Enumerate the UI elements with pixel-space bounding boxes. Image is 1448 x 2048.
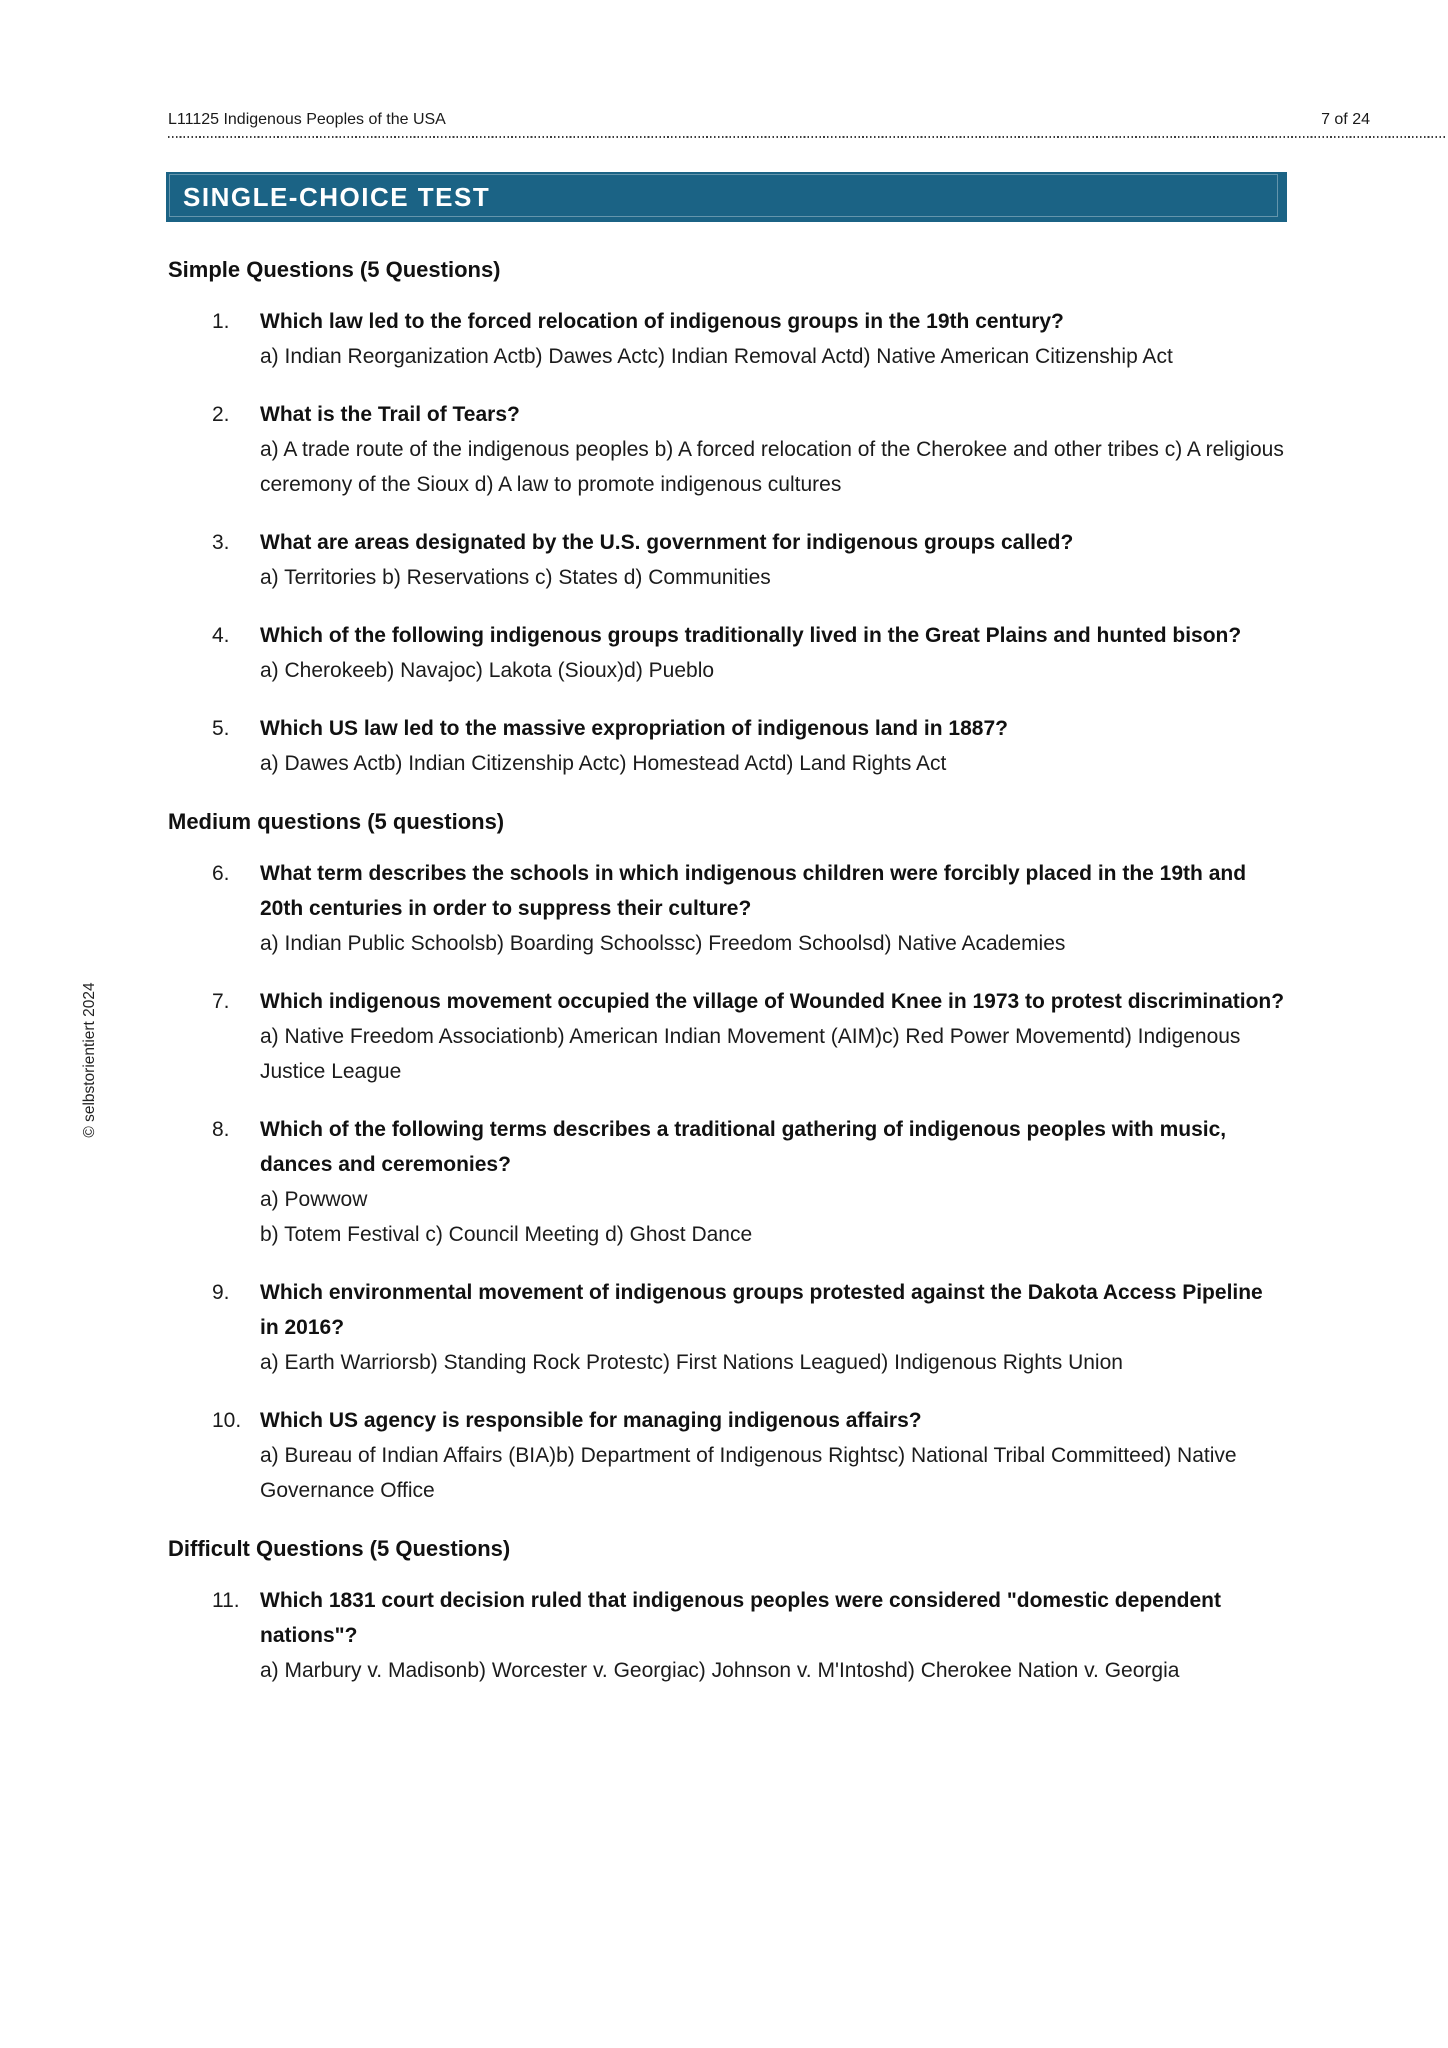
questions-content — [168, 252, 1285, 1711]
header-dotted-rule — [168, 136, 1446, 138]
question-number: 4. — [212, 624, 230, 647]
question-body — [260, 856, 1285, 961]
question-number: 5. — [212, 717, 230, 740]
question-options-line: a) A trade route of the indigenous peoples b) A forced relocation of the Cherokee and other tribes c) A religious ceremony of the Sioux d) A law to promote indigenous cultures — [260, 438, 1284, 496]
question-item — [212, 397, 1285, 502]
question-body — [260, 525, 1285, 595]
question-body — [260, 984, 1285, 1089]
question-item — [212, 1275, 1285, 1380]
question-item — [212, 1403, 1285, 1508]
question-body — [260, 1583, 1285, 1688]
question-body — [260, 397, 1285, 502]
question-prompt: Which US law led to the massive expropriation of indigenous land in 1887? — [260, 717, 1008, 740]
question-number: 9. — [212, 1281, 230, 1304]
banner-title: SINGLE-CHOICE TEST — [183, 181, 491, 212]
section-heading: Difficult Questions (5 Questions) — [168, 1536, 511, 1561]
question-section — [168, 252, 1285, 781]
question-prompt: What are areas designated by the U.S. government for indigenous groups called? — [260, 531, 1074, 554]
question-number: 8. — [212, 1118, 230, 1141]
question-options-line: a) Earth Warriorsb) Standing Rock Protestc) First Nations Leagued) Indigenous Rights Union — [260, 1351, 1123, 1374]
question-number: 2. — [212, 403, 230, 426]
question-item — [212, 856, 1285, 961]
question-options-line: a) Indian Reorganization Actb) Dawes Actc) Indian Removal Actd) Native American Citizenship Act — [260, 345, 1173, 368]
question-item — [212, 711, 1285, 781]
question-number: 10. — [212, 1409, 242, 1432]
question-number: 1. — [212, 310, 230, 333]
question-options-line: b) Totem Festival c) Council Meeting d) Ghost Dance — [260, 1223, 753, 1246]
question-item — [212, 1112, 1285, 1252]
section-heading: Simple Questions (5 Questions) — [168, 257, 501, 282]
header-course-title: L11125 Indigenous Peoples of the USA — [168, 111, 446, 128]
question-item — [212, 304, 1285, 374]
question-prompt: Which law led to the forced relocation of indigenous groups in the 19th century? — [260, 310, 1064, 333]
question-options-line: a) Territories b) Reservations c) States d) Communities — [260, 566, 771, 589]
copyright-vertical-text: © selbstorientiert 2024 — [81, 982, 98, 1138]
question-options-line: a) Native Freedom Associationb) American Indian Movement (AIM)c) Red Power Movementd) Indigenous Justice League — [260, 1025, 1241, 1083]
question-number: 3. — [212, 531, 230, 554]
question-body — [260, 711, 1285, 781]
question-options-line: a) Bureau of Indian Affairs (BIA)b) Department of Indigenous Rightsc) National Tribal Committeed) Native Governance Office — [260, 1444, 1237, 1502]
question-prompt: Which of the following terms describes a traditional gathering of indigenous peoples with music, dances and ceremonies? — [260, 1118, 1227, 1176]
question-prompt: Which of the following indigenous groups traditionally lived in the Great Plains and hunted bison? — [260, 624, 1242, 647]
question-item — [212, 984, 1285, 1089]
question-options-line: a) Cherokeeb) Navajoc) Lakota (Sioux)d) Pueblo — [260, 659, 715, 682]
question-number: 7. — [212, 990, 230, 1013]
question-options-line: a) Marbury v. Madisonb) Worcester v. Georgiac) Johnson v. M'Intoshd) Cherokee Nation v. Georgia — [260, 1659, 1180, 1682]
question-prompt: What is the Trail of Tears? — [260, 403, 520, 426]
question-body — [260, 1112, 1285, 1252]
question-section — [168, 804, 1285, 1508]
question-item — [212, 618, 1285, 688]
question-list — [212, 1583, 1285, 1688]
question-section — [168, 1531, 1285, 1688]
question-number: 6. — [212, 862, 230, 885]
header-page-number: 7 of 24 — [1321, 111, 1370, 128]
question-options-line: a) Dawes Actb) Indian Citizenship Actc) Homestead Actd) Land Rights Act — [260, 752, 947, 775]
section-banner — [166, 172, 1287, 222]
question-list — [212, 856, 1285, 1508]
question-options-line: a) Indian Public Schoolsb) Boarding Schoolssc) Freedom Schoolsd) Native Academies — [260, 932, 1066, 955]
question-prompt: Which environmental movement of indigenous groups protested against the Dakota Access Pipeline in 2016? — [260, 1281, 1263, 1339]
question-prompt: What term describes the schools in which indigenous children were forcibly placed in the 19th and 20th centuries in order to suppress their culture? — [260, 862, 1247, 920]
question-body — [260, 618, 1285, 688]
question-options-line: a) Powwow — [260, 1188, 368, 1211]
question-body — [260, 1275, 1285, 1380]
question-body — [260, 1403, 1285, 1508]
question-item — [212, 1583, 1285, 1688]
question-prompt: Which 1831 court decision ruled that indigenous peoples were considered "domestic dependent nations"? — [260, 1589, 1221, 1647]
section-heading: Medium questions (5 questions) — [168, 809, 505, 834]
question-prompt: Which indigenous movement occupied the village of Wounded Knee in 1973 to protest discrimination? — [260, 990, 1285, 1013]
question-body — [260, 304, 1285, 374]
page-header — [168, 110, 1446, 138]
question-item — [212, 525, 1285, 595]
question-prompt: Which US agency is responsible for managing indigenous affairs? — [260, 1409, 922, 1432]
question-list — [212, 304, 1285, 781]
question-number: 11. — [212, 1589, 240, 1612]
header-row — [168, 110, 1446, 136]
